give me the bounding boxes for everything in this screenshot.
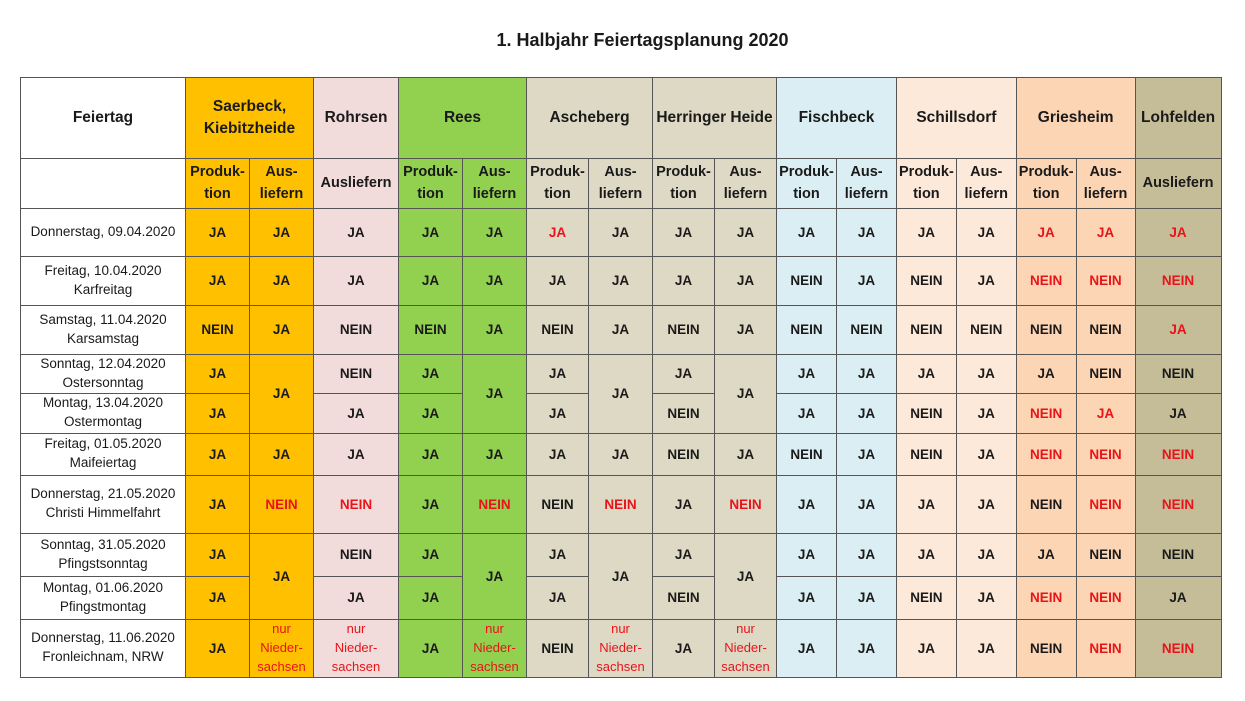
status-cell: JA xyxy=(653,355,715,394)
status-cell: JA xyxy=(897,475,957,533)
status-cell: NEIN xyxy=(1016,475,1076,533)
status-cell: JA xyxy=(837,257,897,306)
status-cell: JA xyxy=(250,209,314,257)
status-cell: JA xyxy=(186,533,250,576)
status-cell: JA xyxy=(399,257,463,306)
status-cell: JA xyxy=(527,257,589,306)
status-cell: JA xyxy=(777,475,837,533)
status-cell: JA xyxy=(463,257,527,306)
status-cell: JA xyxy=(186,393,250,433)
status-cell: NEIN xyxy=(1016,306,1076,355)
location-header: Rees xyxy=(399,78,527,159)
status-cell: JA xyxy=(777,393,837,433)
status-cell: JA xyxy=(837,533,897,576)
location-header: Herringer Heide xyxy=(653,78,777,159)
location-header: Lohfelden xyxy=(1135,78,1221,159)
status-cell: NEIN xyxy=(527,475,589,533)
feiertag-header: Feiertag xyxy=(21,78,186,159)
status-cell: JA xyxy=(715,306,777,355)
status-cell: JA xyxy=(1076,209,1135,257)
status-cell: JA xyxy=(653,475,715,533)
status-cell: NEIN xyxy=(314,533,399,576)
status-cell: JA xyxy=(837,209,897,257)
status-cell: JA xyxy=(399,393,463,433)
status-cell: NEIN xyxy=(956,306,1016,355)
ausliefern-header: Aus- liefern xyxy=(837,159,897,209)
status-cell: JA xyxy=(777,209,837,257)
status-cell: JA xyxy=(956,257,1016,306)
status-cell: NEIN xyxy=(1016,257,1076,306)
table-row xyxy=(21,475,1222,533)
holiday-date-cell: Freitag, 01.05.2020 Maifeiertag xyxy=(21,433,186,475)
status-cell: nur Nieder- sachsen xyxy=(715,619,777,677)
status-cell: JA xyxy=(399,576,463,619)
status-cell: JA xyxy=(527,355,589,394)
status-cell: JA xyxy=(250,257,314,306)
status-cell: NEIN xyxy=(1076,355,1135,394)
status-cell: JA xyxy=(837,355,897,394)
status-cell: JA xyxy=(715,209,777,257)
status-cell: JA xyxy=(399,619,463,677)
holiday-date-cell: Sonntag, 31.05.2020 Pfingstsonntag xyxy=(21,533,186,576)
status-cell: JA xyxy=(186,619,250,677)
status-cell: JA xyxy=(463,433,527,475)
status-cell: NEIN xyxy=(653,433,715,475)
status-cell: JA xyxy=(186,576,250,619)
status-cell: JA xyxy=(527,433,589,475)
status-cell: JA xyxy=(314,576,399,619)
status-cell: JA xyxy=(314,433,399,475)
status-cell: NEIN xyxy=(1076,306,1135,355)
status-cell: NEIN xyxy=(1135,533,1221,576)
status-cell: NEIN xyxy=(1076,433,1135,475)
header-row-types xyxy=(21,159,1222,209)
status-cell: JA xyxy=(653,619,715,677)
status-cell: JA xyxy=(527,209,589,257)
status-cell: NEIN xyxy=(1076,475,1135,533)
status-cell: NEIN xyxy=(715,475,777,533)
status-cell: nur Nieder- sachsen xyxy=(250,619,314,677)
status-cell: JA xyxy=(186,257,250,306)
status-cell: nur Nieder- sachsen xyxy=(463,619,527,677)
ausliefern-header: Aus- liefern xyxy=(589,159,653,209)
status-cell: JA xyxy=(956,355,1016,394)
status-cell: NEIN xyxy=(1076,576,1135,619)
status-cell: NEIN xyxy=(897,433,957,475)
status-cell: JA xyxy=(186,475,250,533)
holiday-planning-table xyxy=(20,77,1222,678)
status-cell: JA xyxy=(837,433,897,475)
status-cell: NEIN xyxy=(186,306,250,355)
status-cell: JA xyxy=(777,533,837,576)
status-cell: NEIN xyxy=(897,306,957,355)
status-cell: NEIN xyxy=(314,306,399,355)
status-cell: JA xyxy=(250,533,314,619)
status-cell: JA xyxy=(1135,209,1221,257)
status-cell: JA xyxy=(1016,355,1076,394)
status-cell: NEIN xyxy=(1016,393,1076,433)
table-row xyxy=(21,433,1222,475)
status-cell: NEIN xyxy=(1076,533,1135,576)
ausliefern-header: Aus- liefern xyxy=(715,159,777,209)
status-cell: NEIN xyxy=(837,306,897,355)
status-cell: NEIN xyxy=(1076,257,1135,306)
status-cell: NEIN xyxy=(250,475,314,533)
status-cell: JA xyxy=(956,475,1016,533)
status-cell: JA xyxy=(399,475,463,533)
status-cell: NEIN xyxy=(897,257,957,306)
status-cell: JA xyxy=(715,433,777,475)
status-cell: JA xyxy=(1016,209,1076,257)
holiday-date-cell: Montag, 01.06.2020 Pfingstmontag xyxy=(21,576,186,619)
status-cell: JA xyxy=(186,209,250,257)
status-cell: JA xyxy=(463,355,527,434)
ausliefern-header: Aus- liefern xyxy=(1076,159,1135,209)
status-cell: JA xyxy=(777,619,837,677)
status-cell: NEIN xyxy=(527,619,589,677)
status-cell: JA xyxy=(186,355,250,394)
status-cell: NEIN xyxy=(1016,433,1076,475)
table-row xyxy=(21,619,1222,677)
status-cell: JA xyxy=(399,533,463,576)
status-cell: JA xyxy=(956,209,1016,257)
table-row xyxy=(21,355,1222,394)
ausliefern-header: Ausliefern xyxy=(1135,159,1221,209)
status-cell: JA xyxy=(314,209,399,257)
status-cell: JA xyxy=(589,306,653,355)
status-cell: NEIN xyxy=(777,306,837,355)
status-cell: NEIN xyxy=(777,257,837,306)
status-cell: JA xyxy=(186,433,250,475)
status-cell: NEIN xyxy=(653,576,715,619)
holiday-date-cell: Montag, 13.04.2020 Ostermontag xyxy=(21,393,186,433)
produktion-header: Produk- tion xyxy=(1016,159,1076,209)
location-header: Saerbeck, Kiebitzheide xyxy=(186,78,314,159)
status-cell: NEIN xyxy=(527,306,589,355)
produktion-header: Produk- tion xyxy=(186,159,250,209)
status-cell: JA xyxy=(314,257,399,306)
status-cell: JA xyxy=(777,576,837,619)
status-cell: NEIN xyxy=(653,306,715,355)
status-cell: JA xyxy=(463,306,527,355)
status-cell: JA xyxy=(956,393,1016,433)
holiday-date-cell: Sonntag, 12.04.2020 Ostersonntag xyxy=(21,355,186,394)
status-cell: JA xyxy=(250,306,314,355)
produktion-header: Produk- tion xyxy=(527,159,589,209)
status-cell: NEIN xyxy=(777,433,837,475)
status-cell: JA xyxy=(956,576,1016,619)
status-cell: JA xyxy=(956,619,1016,677)
status-cell: JA xyxy=(589,209,653,257)
status-cell: JA xyxy=(527,393,589,433)
status-cell: NEIN xyxy=(589,475,653,533)
status-cell: NEIN xyxy=(1135,433,1221,475)
holiday-date-cell: Freitag, 10.04.2020 Karfreitag xyxy=(21,257,186,306)
status-cell: JA xyxy=(715,355,777,434)
status-cell: JA xyxy=(1016,533,1076,576)
status-cell: JA xyxy=(589,533,653,619)
status-cell: JA xyxy=(250,433,314,475)
empty-header-cell xyxy=(21,159,186,209)
status-cell: NEIN xyxy=(897,393,957,433)
status-cell: JA xyxy=(837,576,897,619)
status-cell: JA xyxy=(527,576,589,619)
produktion-header: Produk- tion xyxy=(777,159,837,209)
status-cell: JA xyxy=(1135,393,1221,433)
ausliefern-header: Ausliefern xyxy=(314,159,399,209)
status-cell: JA xyxy=(897,355,957,394)
location-header: Griesheim xyxy=(1016,78,1135,159)
status-cell: NEIN xyxy=(653,393,715,433)
status-cell: NEIN xyxy=(897,576,957,619)
status-cell: JA xyxy=(653,533,715,576)
status-cell: JA xyxy=(715,533,777,619)
status-cell: JA xyxy=(897,209,957,257)
status-cell: JA xyxy=(897,619,957,677)
location-header: Ascheberg xyxy=(527,78,653,159)
status-cell: JA xyxy=(399,433,463,475)
status-cell: JA xyxy=(399,355,463,394)
table-row xyxy=(21,533,1222,576)
holiday-date-cell: Donnerstag, 21.05.2020 Christi Himmelfahrt xyxy=(21,475,186,533)
status-cell: JA xyxy=(837,475,897,533)
status-cell: JA xyxy=(1135,576,1221,619)
status-cell: JA xyxy=(1076,393,1135,433)
status-cell: JA xyxy=(250,355,314,434)
status-cell: JA xyxy=(897,533,957,576)
status-cell: JA xyxy=(956,533,1016,576)
status-cell: NEIN xyxy=(1135,257,1221,306)
ausliefern-header: Aus- liefern xyxy=(463,159,527,209)
table-row xyxy=(21,257,1222,306)
status-cell: JA xyxy=(589,433,653,475)
status-cell: nur Nieder- sachsen xyxy=(589,619,653,677)
status-cell: JA xyxy=(527,533,589,576)
status-cell: JA xyxy=(314,393,399,433)
status-cell: NEIN xyxy=(1016,619,1076,677)
status-cell: JA xyxy=(777,355,837,394)
location-header: Fischbeck xyxy=(777,78,897,159)
status-cell: NEIN xyxy=(1076,619,1135,677)
status-cell: JA xyxy=(715,257,777,306)
status-cell: JA xyxy=(463,209,527,257)
table-row xyxy=(21,306,1222,355)
holiday-date-cell: Samstag, 11.04.2020 Karsamstag xyxy=(21,306,186,355)
status-cell: JA xyxy=(653,209,715,257)
status-cell: JA xyxy=(1135,306,1221,355)
ausliefern-header: Aus- liefern xyxy=(956,159,1016,209)
header-row-locations xyxy=(21,78,1222,159)
status-cell: JA xyxy=(589,355,653,434)
status-cell: JA xyxy=(399,209,463,257)
status-cell: NEIN xyxy=(1016,576,1076,619)
status-cell: nur Nieder- sachsen xyxy=(314,619,399,677)
ausliefern-header: Aus- liefern xyxy=(250,159,314,209)
produktion-header: Produk- tion xyxy=(653,159,715,209)
status-cell: NEIN xyxy=(1135,619,1221,677)
status-cell: NEIN xyxy=(399,306,463,355)
page-title: 1. Halbjahr Feiertagsplanung 2020 xyxy=(496,30,789,50)
holiday-date-cell: Donnerstag, 09.04.2020 xyxy=(21,209,186,257)
location-header: Rohrsen xyxy=(314,78,399,159)
status-cell: JA xyxy=(463,533,527,619)
location-header: Schillsdorf xyxy=(897,78,1017,159)
holiday-date-cell: Donnerstag, 11.06.2020 Fronleichnam, NRW xyxy=(21,619,186,677)
status-cell: JA xyxy=(653,257,715,306)
status-cell: NEIN xyxy=(1135,355,1221,394)
produktion-header: Produk- tion xyxy=(399,159,463,209)
status-cell: NEIN xyxy=(463,475,527,533)
status-cell: JA xyxy=(956,433,1016,475)
status-cell: NEIN xyxy=(314,475,399,533)
status-cell: NEIN xyxy=(314,355,399,394)
status-cell: JA xyxy=(589,257,653,306)
status-cell: NEIN xyxy=(1135,475,1221,533)
status-cell: JA xyxy=(837,619,897,677)
status-cell: JA xyxy=(837,393,897,433)
table-row xyxy=(21,209,1222,257)
produktion-header: Produk- tion xyxy=(897,159,957,209)
